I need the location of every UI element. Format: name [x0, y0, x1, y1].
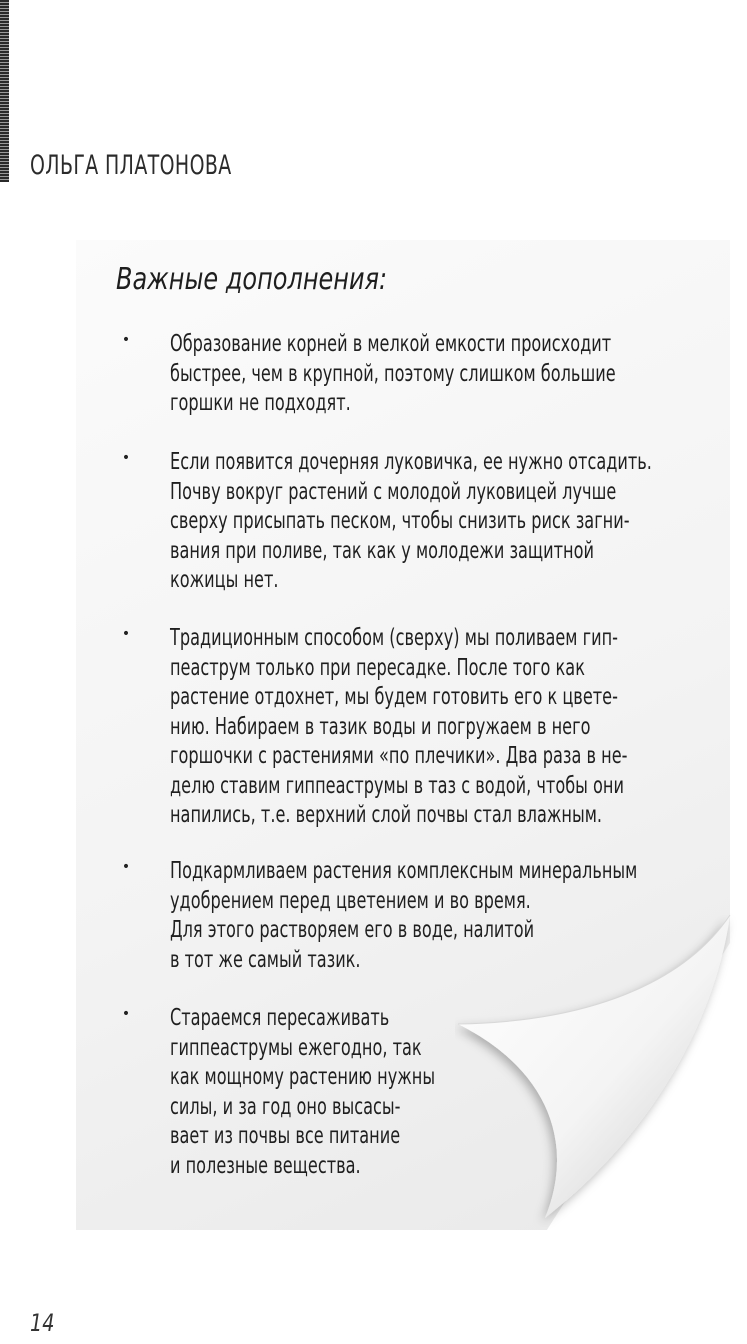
note-text-line: Если появится дочерняя луковичка, ее нужно отсадить.	[170, 449, 652, 475]
note-text-line: вает из почвы все питание	[170, 1123, 401, 1149]
note-text-line: в тот же самый тазик.	[170, 946, 361, 973]
note-text-line: как мощному растению нужны	[170, 1064, 436, 1090]
bullet-point: •	[121, 859, 131, 875]
note-text-line: горшки не подходят.	[170, 390, 351, 416]
note-text-line: вания при поливе, так как у молодежи защитной	[170, 537, 594, 564]
note-text-line: Образование корней в мелкой емкости происходит	[170, 331, 612, 357]
note-text-line: напились, т.е. верхний слой почвы стал влажным.	[170, 802, 603, 828]
note-text-line: растение отдохнет, мы будем готовить его к цвете-	[170, 684, 618, 710]
note-text-line: сверху присыпать песком, чтобы снизить риск загни-	[170, 508, 630, 534]
note-text-line: гиппеаструмы ежегодно, так	[170, 1034, 422, 1061]
note-text-line: быстрее, чем в крупной, поэтому слишком большие	[170, 360, 616, 387]
note-text-line: горшочки с растениями «по плечики». Два раза в не-	[170, 743, 628, 769]
bullet-point: •	[121, 332, 131, 348]
note-text-line: и полезные вещества.	[170, 1152, 361, 1179]
note-text-line: делю ставим гиппеаструмы в таз с водой, чтобы они	[170, 772, 624, 799]
bullet-point: •	[121, 450, 131, 466]
note-text-line: силы, и за год оно высасы-	[170, 1093, 401, 1120]
author-name: ОЛЬГА ПЛАТОНОВА	[30, 150, 232, 181]
note-text-line: Традиционным способом (сверху) мы поливаем гип-	[170, 625, 618, 651]
bullet-point: •	[121, 1006, 131, 1022]
note-text-line: Подкармливаем растения комплексным минеральным	[170, 858, 638, 884]
note-text-line: Стараемся пересаживать	[170, 1005, 390, 1031]
note-text-line: удобрением перед цветением и во время.	[170, 887, 531, 914]
page-number: 14	[30, 1309, 55, 1337]
book-spine-edge	[0, 0, 9, 182]
note-text-line: нию. Набираем в тазик воды и погружаем в него	[170, 713, 591, 740]
note-text-line: кожицы нет.	[170, 567, 279, 593]
note-heading: Важные дополнения:	[116, 262, 388, 297]
bullet-point: •	[121, 626, 131, 642]
note-text-line: Почву вокруг растений с молодой луковицей лучше	[170, 478, 617, 505]
note-text-line: пеаструм только при пересадке. После того как	[170, 654, 585, 681]
note-text-line: Для этого растворяем его в воде, налитой	[170, 917, 535, 943]
